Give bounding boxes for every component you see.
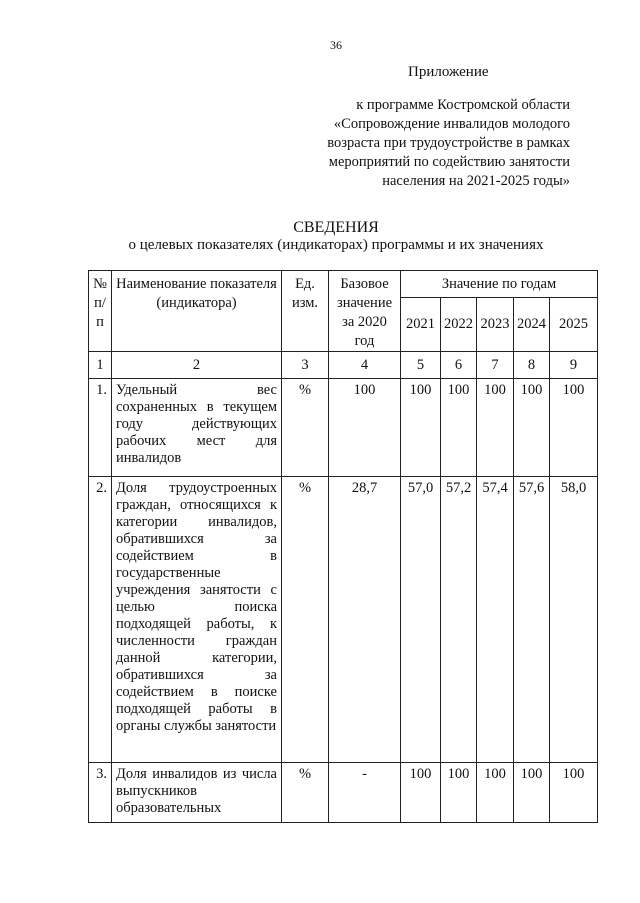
header-years-group: Значение по годам [401,271,598,298]
header-year: 2023 [477,298,514,352]
column-index: 4 [329,352,401,379]
year-value: 100 [550,763,598,823]
appendix-line: мероприятий по содействию занятости [328,154,570,170]
year-value: 57,4 [477,477,514,763]
table-header-row [89,271,598,298]
year-value: 100 [401,379,441,477]
row-number: 3. [89,763,112,823]
base-value: 28,7 [329,477,401,763]
document-title: СВЕДЕНИЯ [293,219,379,236]
appendix-line: возраста при трудоустройстве в рамках [327,135,570,151]
year-value: 57,2 [441,477,477,763]
header-number: № п/п [89,271,112,352]
column-index: 7 [477,352,514,379]
document-subtitle: о целевых показателях (индикаторах) программы и их значениях [128,237,544,253]
header-unit: Ед. изм. [282,271,329,352]
appendix-line: населения на 2021-2025 годы» [382,173,570,189]
appendix-line: «Сопровождение инвалидов молодого [333,116,570,132]
appendix-title: Приложение [408,64,489,80]
column-index: 2 [112,352,282,379]
column-index: 5 [401,352,441,379]
header-base: Базовое значение за 2020 год [329,271,401,352]
page-number: 36 [330,38,342,52]
column-index-row [89,352,598,379]
column-index: 3 [282,352,329,379]
row-number: 1. [89,379,112,477]
header-year: 2022 [441,298,477,352]
appendix-body [300,96,570,191]
header-name: Наименование показателя (индикатора) [112,271,282,352]
year-value: 100 [550,379,598,477]
year-value: 100 [477,763,514,823]
year-value: 100 [514,763,550,823]
column-index: 8 [514,352,550,379]
row-number: 2. [89,477,112,763]
column-index: 9 [550,352,598,379]
table-row [89,379,598,477]
unit-value: % [282,477,329,763]
header-year: 2025 [550,298,598,352]
column-index: 6 [441,352,477,379]
indicator-name: Удельный вес сохраненных в текущем году действующих рабочих мест для инвалидов [112,379,282,477]
indicator-name: Доля трудоустроенных граждан, относящихся к категории инвалидов, обратившихся за содействием в государственные учреждения занятости с целью поиска подходящей работы, к численности граждан данной категории, обратившихся за содействием в поиске подходящей работы в органы службы занятости [112,477,282,763]
year-value: 100 [441,763,477,823]
year-value: 57,6 [514,477,550,763]
column-index: 1 [89,352,112,379]
indicators-table [88,270,598,823]
table-row [89,763,598,823]
header-year: 2021 [401,298,441,352]
unit-value: % [282,379,329,477]
base-value: 100 [329,379,401,477]
year-value: 100 [441,379,477,477]
header-year: 2024 [514,298,550,352]
year-value: 57,0 [401,477,441,763]
year-value: 100 [401,763,441,823]
year-value: 100 [477,379,514,477]
base-value: - [329,763,401,823]
unit-value: % [282,763,329,823]
table-row [89,477,598,763]
year-value: 100 [514,379,550,477]
year-value: 58,0 [550,477,598,763]
indicator-name: Доля инвалидов из числа выпускников образовательных [112,763,282,823]
appendix-line: к программе Костромской области [356,97,570,113]
